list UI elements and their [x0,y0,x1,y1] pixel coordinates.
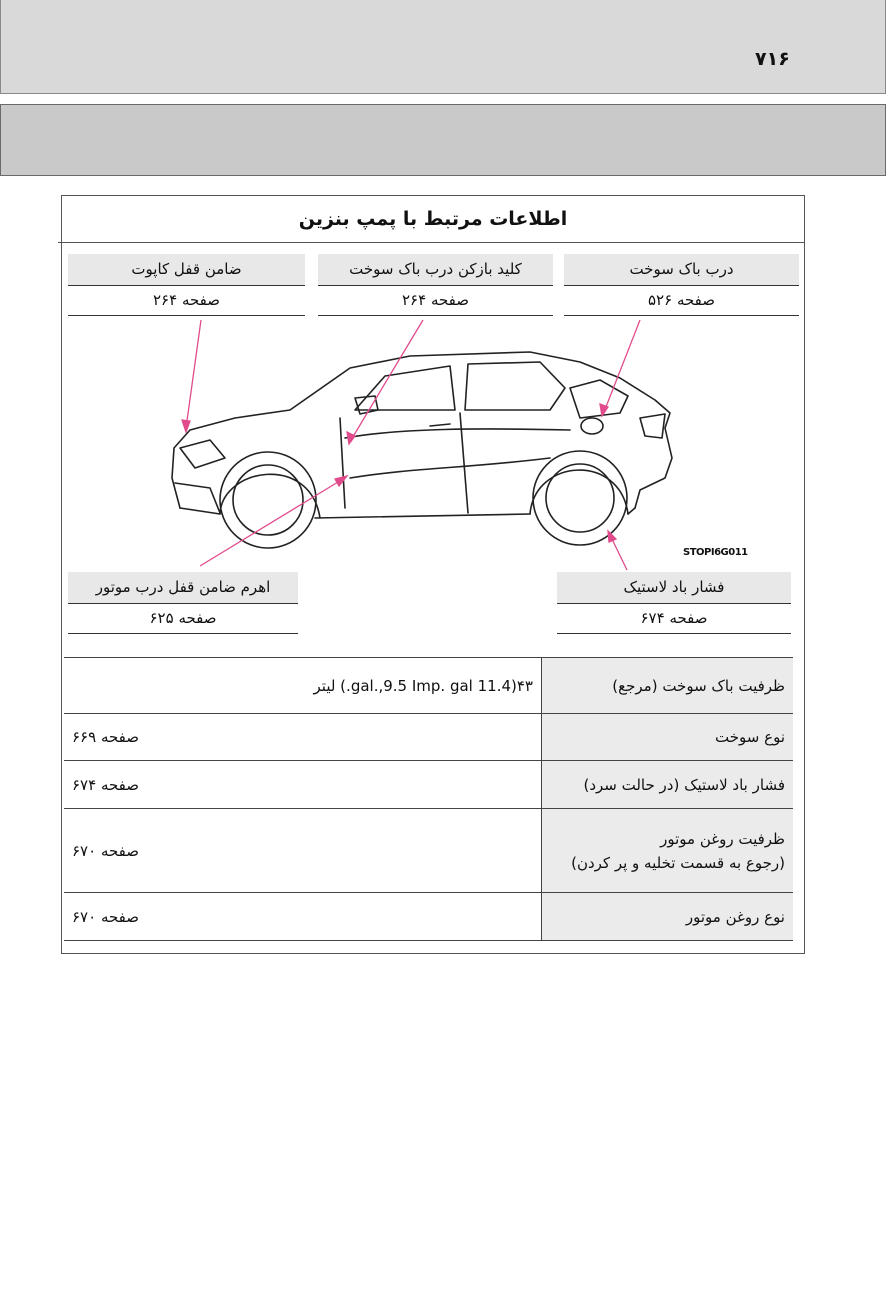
table-row [64,714,793,761]
table-row [64,809,793,893]
table-row [64,658,793,714]
table-row [64,893,793,941]
callout-tire-pressure [557,572,791,634]
callout-hood-lock-lever [68,572,298,634]
spec-value: ۴۳(11.4 gal.,9.5 Imp. gal.) لیتر [64,658,542,714]
callout-page: صفحه ۶۲۵ [68,604,298,634]
callout-label: کلید بازکن درب باک سوخت [318,254,553,286]
spec-label: ظرفیت باک سوخت (مرجع) [542,658,794,714]
spec-label-line2: (رجوع به قسمت تخلیه و پر کردن) [571,853,785,872]
page-number: ۷۱۶ [755,48,790,70]
spec-table [64,657,793,941]
spec-value: صفحه ۶۷۰ [64,809,542,893]
spec-label: فشار باد لاستیک (در حالت سرد) [542,761,794,809]
table-row [64,761,793,809]
callout-page: صفحه ۲۶۴ [68,286,305,316]
spec-label: نوع روغن موتور [542,893,794,941]
callout-label: ضامن قفل کاپوت [68,254,305,286]
callout-label: اهرم ضامن قفل درب موتور [68,572,298,604]
spec-label: نوع سوخت [542,714,794,761]
spec-label [542,809,794,893]
callout-label: فشار باد لاستیک [557,572,791,604]
callout-label: درب باک سوخت [564,254,799,286]
spec-value: صفحه ۶۷۴ [64,761,542,809]
callout-page: صفحه ۲۶۴ [318,286,553,316]
spec-value: صفحه ۶۷۰ [64,893,542,941]
image-code: STOPI6G011 [683,547,748,558]
callout-page: صفحه ۶۷۴ [557,604,791,634]
spec-label-line1: ظرفیت روغن موتور [660,829,785,848]
section-title: اطلاعات مرتبط با پمپ بنزین [298,208,568,230]
spec-value: صفحه ۶۶۹ [64,714,542,761]
callout-page: صفحه ۵۲۶ [564,286,799,316]
